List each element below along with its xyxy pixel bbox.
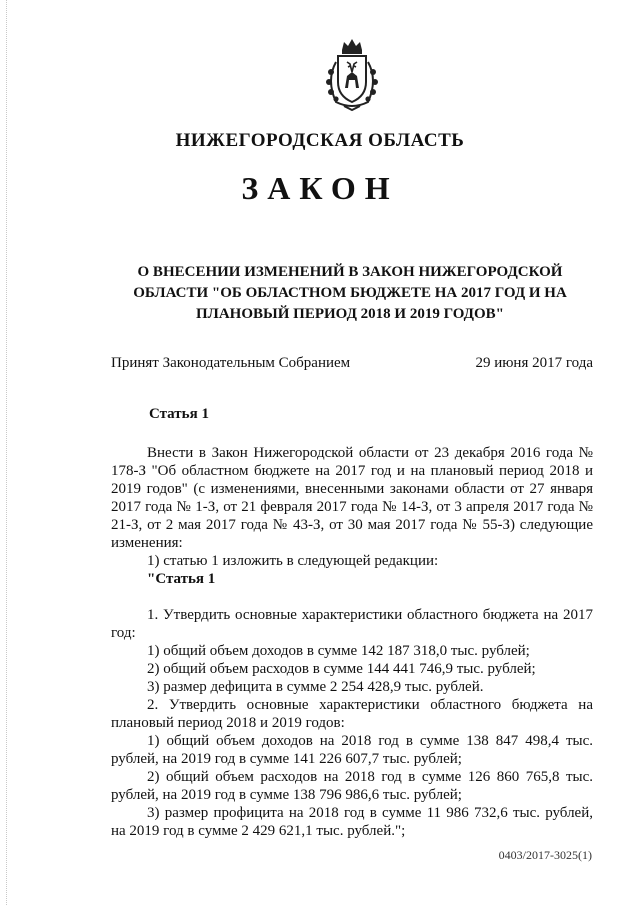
quoted-article-heading: "Статья 1: [147, 571, 216, 587]
document-type: ЗАКОН: [241, 170, 399, 206]
paragraph-item: 2) общий объем расходов на 2018 год в сумме 126 860 765,8 тыс. рублей, на 2019 год в сумме 138 796 986,6 тыс. рублей;: [111, 769, 593, 803]
adopting-body: Принят Законодательным Собранием: [111, 355, 351, 371]
paragraph-item: 2) общий объем расходов в сумме 144 441 746,9 тыс. рублей;: [147, 661, 536, 677]
adoption-line: [111, 355, 593, 372]
paragraph-item: 1) статью 1 изложить в следующей редакции:: [147, 553, 439, 569]
adoption-date: 29 июня 2017 года: [475, 355, 593, 371]
paragraph-item: 3) размер дефицита в сумме 2 254 428,9 тыс. рублей.: [147, 679, 484, 695]
paragraph-item: 1) общий объем доходов в сумме 142 187 318,0 тыс. рублей;: [147, 643, 530, 659]
paragraph-item: 2. Утвердить основные характеристики областного бюджета на плановый период 2018 и 2019 годов:: [111, 697, 593, 731]
article-heading: Статья 1: [149, 406, 209, 422]
paragraph-item: 1) общий объем доходов на 2018 год в сумме 138 847 498,4 тыс. рублей, на 2019 год в сумме 141 226 607,7 тыс. рублей;: [111, 733, 593, 767]
law-title: О ВНЕСЕНИИ ИЗМЕНЕНИЙ В ЗАКОН НИЖЕГОРОДСКОЙ ОБЛАСТИ "ОБ ОБЛАСТНОМ БЮДЖЕТЕ НА 2017 ГОД И НА ПЛАНОВЫЙ ПЕРИОД 2018 И 2019 ГОДОВ": [133, 264, 567, 322]
law-body: [111, 444, 593, 840]
coat-of-arms-icon: [318, 36, 386, 112]
paragraph-item: 1. Утвердить основные характеристики областного бюджета на 2017 год:: [111, 607, 593, 641]
paragraph-item: 3) размер профицита на 2018 год в сумме 11 986 732,6 тыс. рублей, на 2019 год в сумме 2 429 621,1 тыс. рублей.";: [111, 805, 593, 839]
paragraph-intro: Внести в Закон Нижегородской области от 23 декабря 2016 года № 178-З "Об областном бюджете на 2017 год и на плановый период 2018 и 2019 годов" (с изменениями, внесенными законами области от 27 января 2017 года № 1-З, от 21 февраля 2017 года № 14-З, от 3 апреля 2017 года № 21-З, от 2 мая 2017 года № 43-З, от 30 мая 2017 года № 55-З) следующие изменения:: [111, 445, 593, 551]
region-name: НИЖЕГОРОДСКАЯ ОБЛАСТЬ: [175, 130, 465, 151]
document-code: 0403/2017-3025(1): [498, 848, 592, 862]
